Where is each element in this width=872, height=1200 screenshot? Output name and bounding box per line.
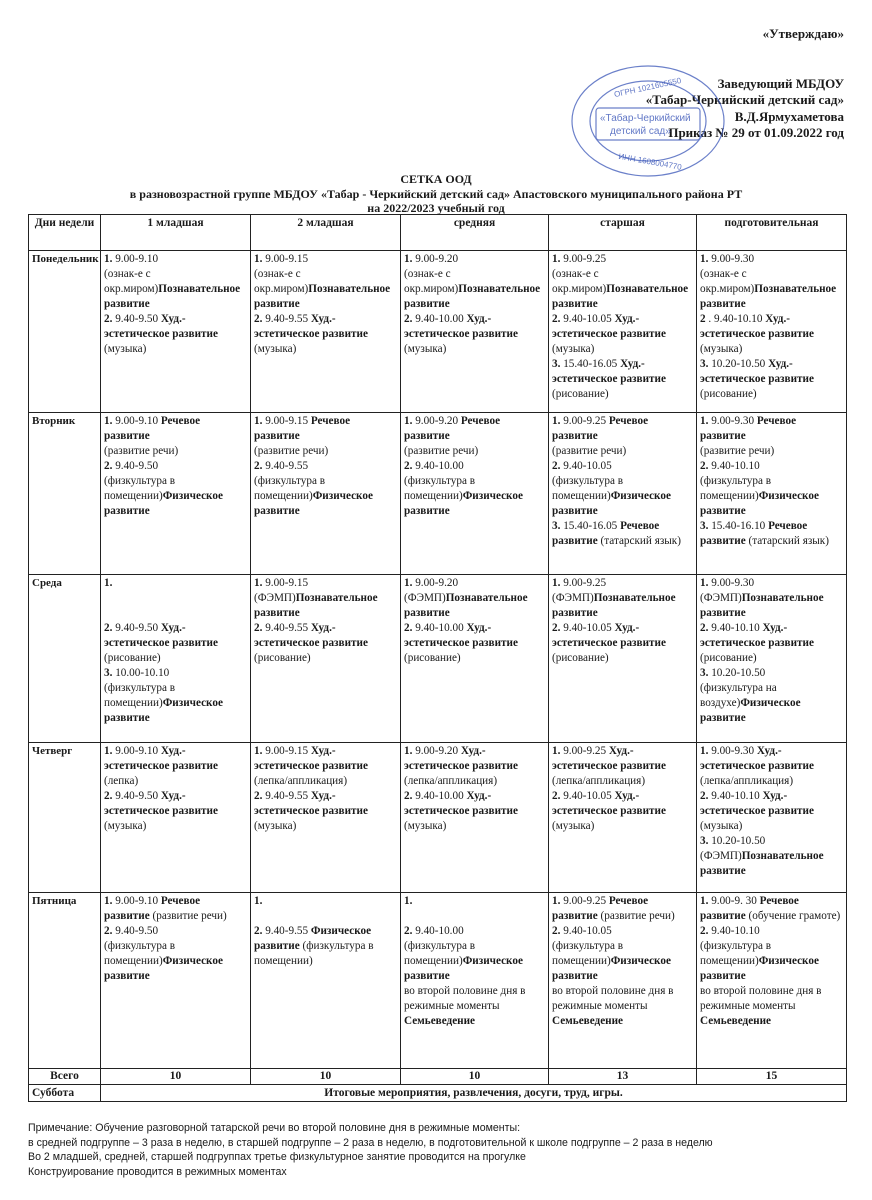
activity-detail: 9.40-10.00 xyxy=(412,790,467,802)
activity-detail: (развитие речи) xyxy=(552,445,627,457)
activity-area: Познавательное развитие xyxy=(552,592,676,619)
schedule-cell xyxy=(549,413,697,575)
activity-area: Худ.-эстетическое развитие xyxy=(104,622,218,649)
note-line: Конструирование проводится в режимных моментах xyxy=(28,1165,287,1178)
activity-detail: 9.40-9.55 xyxy=(262,313,311,325)
activity-area: Речевое развитие xyxy=(552,520,660,547)
item-number: 1. xyxy=(104,253,113,265)
heading-title: СЕТКА ООД xyxy=(400,172,472,186)
activity-detail: 9.40-10.05 xyxy=(560,925,612,937)
item-number: 1. xyxy=(254,895,263,907)
item-number: 2. xyxy=(700,790,709,802)
item-number: 2. xyxy=(104,925,113,937)
activity-area: Худ.-эстетическое развитие xyxy=(552,358,666,385)
activity-area: Худ.-эстетическое развитие xyxy=(254,622,368,649)
activity-detail: (лепка/аппликация) xyxy=(700,775,794,787)
activity-detail: 9.00-9.15 xyxy=(262,577,309,589)
item-number: 1. xyxy=(254,415,263,427)
schedule-cell xyxy=(697,743,847,893)
item-number: 1. xyxy=(404,895,413,907)
activity-area: Худ.-эстетическое развитие xyxy=(404,745,518,772)
day-label: Вторник xyxy=(29,413,101,575)
activity-detail: 9.00-9.20 xyxy=(412,415,461,427)
activity-area: Речевое развитие xyxy=(700,895,799,922)
activity-detail: (рисование) xyxy=(552,388,609,400)
activity-detail: 9.40-10.05 xyxy=(560,313,615,325)
schedule-cell xyxy=(401,893,549,1069)
activity-detail: 9.40-9.50 xyxy=(112,460,159,472)
activity-detail: 10.00-10.10 xyxy=(112,667,170,679)
activity-area: Познавательное развитие xyxy=(700,850,824,877)
activity-detail: (лепка/аппликация) xyxy=(404,775,498,787)
table-row xyxy=(29,893,847,1069)
item-number: 1. xyxy=(404,415,413,427)
note-line: Во 2 младшей, средней, старшей подгруппах третье физкультурное занятие проводится на прогулке xyxy=(28,1151,526,1164)
activity-detail: (ознак-е с окр.миром) xyxy=(404,268,459,295)
activity-detail: (музыка) xyxy=(700,820,743,832)
approval-org: «Табар-Черкийский детский сад» xyxy=(645,92,844,107)
activity-area: Семьеведение xyxy=(404,1015,476,1027)
activity-area: Семьеведение xyxy=(552,1015,624,1027)
activity-detail: (рисование) xyxy=(700,652,757,664)
activity-area: Худ.-эстетическое развитие xyxy=(552,745,666,772)
activity-area: Познавательное развитие xyxy=(552,283,689,310)
item-number: 1. xyxy=(552,415,561,427)
activity-detail: 9.40-10.10 xyxy=(708,790,763,802)
activity-detail: (музыка) xyxy=(404,343,447,355)
item-number: 2. xyxy=(552,622,561,634)
activity-detail: 9.40-10.10 xyxy=(708,925,760,937)
activity-area: Худ.-эстетическое развитие xyxy=(254,745,368,772)
item-number: 1. xyxy=(404,253,413,265)
schedule-cell xyxy=(401,251,549,413)
activity-detail: 9.00-9.30 xyxy=(708,577,755,589)
activity-detail: (рисование) xyxy=(700,388,757,400)
activity-detail: (лепка) xyxy=(104,775,139,787)
item-number: 2. xyxy=(700,925,709,937)
activity-area: Речевое развитие xyxy=(700,520,808,547)
schedule-cell xyxy=(549,251,697,413)
activity-detail: (рисование) xyxy=(552,652,609,664)
activity-detail: (музыка) xyxy=(552,820,595,832)
activity-detail: (ФЭМП) xyxy=(404,592,446,604)
activity-detail: 9.00-9.25 xyxy=(560,577,607,589)
schedule-cell xyxy=(251,893,401,1069)
document-heading xyxy=(0,172,872,216)
item-number: 1. xyxy=(700,253,709,265)
item-number: 2. xyxy=(552,460,561,472)
activity-detail: (физкультура в помещении) xyxy=(104,475,175,502)
header-cell: 2 младшая xyxy=(251,215,401,251)
activity-detail: (развитие речи) xyxy=(700,445,775,457)
activity-area: Познавательное развитие xyxy=(404,592,528,619)
item-number: 3. xyxy=(552,520,561,532)
activity-area: Худ.-эстетическое развитие xyxy=(104,790,218,817)
activity-area: Речевое развитие xyxy=(104,895,201,922)
activity-detail: (татарский язык) xyxy=(745,535,829,547)
item-number: 1. xyxy=(552,895,561,907)
activity-area: Худ.-эстетическое развитие xyxy=(700,790,814,817)
item-number: 2. xyxy=(404,460,413,472)
schedule-cell xyxy=(251,743,401,893)
item-number: 2. xyxy=(404,313,413,325)
activity-area: Физическое развитие xyxy=(404,955,523,982)
header-row xyxy=(29,215,847,251)
activity-detail: 9.40-10.00 xyxy=(412,313,467,325)
saturday-label: Суббота xyxy=(29,1085,101,1102)
activity-area: Худ.-эстетическое развитие xyxy=(700,745,814,772)
schedule-cell xyxy=(697,893,847,1069)
total-count: 10 xyxy=(251,1069,401,1085)
activity-detail: 9.40-10.05 xyxy=(560,790,615,802)
activity-detail: 9.00-9.25 xyxy=(560,895,609,907)
activity-area: Физическое развитие xyxy=(552,955,671,982)
schedule-cell xyxy=(401,743,549,893)
activity-area: Худ.-эстетическое развитие xyxy=(104,745,218,772)
item-number: 2 xyxy=(700,313,706,325)
activity-area: Познавательное развитие xyxy=(254,592,378,619)
item-number: 1. xyxy=(104,745,113,757)
schedule-cell xyxy=(549,575,697,743)
activity-detail: (татарский язык) xyxy=(597,535,681,547)
saturday-text: Итоговые мероприятия, развлечения, досуги, труд, игры. xyxy=(101,1085,847,1102)
activity-detail: 9.40-9.50 xyxy=(112,313,161,325)
activity-detail: (физкультура в помещении) xyxy=(404,940,475,967)
activity-detail: (музыка) xyxy=(254,820,297,832)
stamp-ogrn: ОГРН 1021605550 xyxy=(613,76,683,100)
item-number: 1. xyxy=(700,415,709,427)
approval-order: Приказ № 29 от 01.09.2022 год xyxy=(668,125,844,140)
item-number: 2. xyxy=(404,622,413,634)
activity-detail: 9.40-9.50 xyxy=(112,790,161,802)
activity-detail: (лепка/аппликация) xyxy=(254,775,348,787)
day-label: Понедельник xyxy=(29,251,101,413)
stamp-name-line2: детский сад» xyxy=(610,126,671,137)
item-number: 2. xyxy=(552,313,561,325)
activity-area: Познавательное развитие xyxy=(104,283,241,310)
activity-detail: 9.00-9.15 xyxy=(262,253,309,265)
activity-area: Физическое развитие xyxy=(254,925,372,952)
activity-detail: 9.00-9.30 xyxy=(708,253,755,265)
activity-detail: (физкультура в помещении) xyxy=(552,475,623,502)
activity-detail: (развитие речи) xyxy=(404,445,479,457)
item-number: 1. xyxy=(104,577,113,589)
activity-area: Познавательное развитие xyxy=(254,283,391,310)
total-count: 10 xyxy=(401,1069,549,1085)
activity-detail: 15.40-16.05 xyxy=(560,520,621,532)
activity-detail: во второй половине дня в режимные моменты xyxy=(404,985,526,1012)
table-row xyxy=(29,413,847,575)
activity-area: Худ.-эстетическое развитие xyxy=(404,313,518,340)
activity-detail: 9.40-10.05 xyxy=(560,622,615,634)
item-number: 1. xyxy=(254,253,263,265)
totals-label: Всего xyxy=(29,1069,101,1085)
activity-detail: 9.00-9.10 xyxy=(112,253,159,265)
item-number: 2. xyxy=(104,313,113,325)
activity-detail: (музыка) xyxy=(700,343,743,355)
activity-detail: 9.40-9.55 xyxy=(262,790,311,802)
header-cell: подготовительная xyxy=(697,215,847,251)
activity-area: Речевое развитие xyxy=(552,895,649,922)
activity-detail: (ознак-е с окр.миром) xyxy=(104,268,159,295)
day-label: Четверг xyxy=(29,743,101,893)
saturday-row xyxy=(29,1085,847,1102)
activity-detail: 9.40-10.00 xyxy=(412,925,464,937)
day-label: Пятница xyxy=(29,893,101,1069)
item-number: 1. xyxy=(552,577,561,589)
schedule-cell xyxy=(101,893,251,1069)
activity-area: Худ.-эстетическое развитие xyxy=(104,313,218,340)
activity-detail: 9.00-9.10 xyxy=(112,895,161,907)
activity-detail: во второй половине дня в режимные моменты xyxy=(700,985,822,1012)
activity-detail: (ФЭМП) xyxy=(552,592,594,604)
schedule-cell xyxy=(697,413,847,575)
heading-subtitle: в разновозрастной группе МБДОУ «Табар - Черкийский детский сад» Апастовского муниципального района РТ xyxy=(129,186,743,201)
total-count: 13 xyxy=(549,1069,697,1085)
activity-area: Познавательное развитие xyxy=(700,283,837,310)
activity-detail: (ФЭМП) xyxy=(700,592,742,604)
activity-area: Физическое развитие xyxy=(104,955,223,982)
activity-detail: (физкультура в помещении) xyxy=(700,475,771,502)
table-row xyxy=(29,575,847,743)
activity-area: Речевое развитие xyxy=(552,415,649,442)
item-number: 2. xyxy=(254,925,263,937)
activity-area: Худ.-эстетическое развитие xyxy=(404,790,518,817)
activity-detail: (ознак-е с окр.миром) xyxy=(700,268,755,295)
activity-detail: (лепка/аппликация) xyxy=(552,775,646,787)
notes-block xyxy=(28,1121,848,1179)
schedule-cell xyxy=(251,413,401,575)
activity-area: Худ.-эстетическое развитие xyxy=(552,790,666,817)
item-number: 2. xyxy=(254,313,263,325)
totals-row xyxy=(29,1069,847,1085)
activity-detail: 9.40-9.55 xyxy=(262,622,311,634)
schedule-cell xyxy=(401,413,549,575)
item-number: 1. xyxy=(700,577,709,589)
activity-area: Речевое развитие xyxy=(700,415,797,442)
header-cell: Дни недели xyxy=(29,215,101,251)
item-number: 2. xyxy=(104,460,113,472)
item-number: 3. xyxy=(700,358,709,370)
activity-detail: 15.40-16.10 xyxy=(708,520,769,532)
activity-detail: (обучение грамоте) xyxy=(745,910,841,922)
activity-detail: (физкультура в помещении) xyxy=(104,940,175,967)
item-number: 2. xyxy=(104,622,113,634)
item-number: 2. xyxy=(404,790,413,802)
activity-detail: во второй половине дня в режимные моменты xyxy=(552,985,674,1012)
activity-detail: (музыка) xyxy=(552,343,595,355)
activity-detail: 9.40-10.05 xyxy=(560,460,612,472)
schedule-cell xyxy=(101,413,251,575)
activity-area: Физическое развитие xyxy=(404,490,523,517)
activity-detail: 10.20-10.50 xyxy=(708,667,766,679)
schedule-cell xyxy=(101,743,251,893)
activity-detail: 9.00-9.20 xyxy=(412,577,459,589)
table-row xyxy=(29,251,847,413)
item-number: 1. xyxy=(254,577,263,589)
approval-director: В.Д.Ярмухаметова xyxy=(734,108,844,124)
stamp-inn: ИНН 1608004770 xyxy=(617,151,683,172)
activity-detail: 9.40-9.55 xyxy=(262,925,311,937)
activity-detail: (физкультура в помещении) xyxy=(404,475,475,502)
activity-area: Худ.-эстетическое развитие xyxy=(700,358,814,385)
item-number: 1. xyxy=(700,745,709,757)
item-number: 3. xyxy=(552,358,561,370)
total-count: 15 xyxy=(697,1069,847,1085)
item-number: 1. xyxy=(552,253,561,265)
item-number: 1. xyxy=(404,745,413,757)
table-row xyxy=(29,743,847,893)
activity-detail: (физкультура на воздухе) xyxy=(700,682,777,709)
activity-detail: (развитие речи) xyxy=(254,445,329,457)
item-number: 1. xyxy=(404,577,413,589)
activity-detail: 9.00-9. 30 xyxy=(708,895,760,907)
activity-detail: 9.40-9.55 xyxy=(262,460,309,472)
item-number: 3. xyxy=(700,835,709,847)
activity-area: Речевое развитие xyxy=(104,415,201,442)
item-number: 2. xyxy=(254,790,263,802)
activity-area: Физическое развитие xyxy=(104,697,223,724)
activity-detail: (физкультура в помещении) xyxy=(254,940,374,967)
item-number: 1. xyxy=(104,415,113,427)
activity-detail: (физкультура в помещении) xyxy=(552,940,623,967)
activity-detail: (ознак-е с окр.миром) xyxy=(552,268,607,295)
activity-detail: (музыка) xyxy=(404,820,447,832)
item-number: 2. xyxy=(700,622,709,634)
activity-area: Физическое развитие xyxy=(700,490,819,517)
activity-area: Худ.-эстетическое развитие xyxy=(254,313,368,340)
activity-area: Физическое развитие xyxy=(552,490,671,517)
activity-detail: (музыка) xyxy=(104,820,147,832)
activity-detail: 9.00-9.25 xyxy=(560,745,609,757)
activity-area: Худ.-эстетическое развитие xyxy=(552,622,666,649)
day-label: Среда xyxy=(29,575,101,743)
item-number: 1. xyxy=(700,895,709,907)
schedule-cell xyxy=(697,251,847,413)
activity-detail: (развитие речи) xyxy=(104,445,179,457)
activity-detail: 9.00-9.10 xyxy=(112,415,161,427)
activity-detail: 10.20-10.50 xyxy=(708,835,766,847)
activity-detail: 9.00-9.30 xyxy=(708,415,757,427)
activity-detail: (музыка) xyxy=(104,343,147,355)
activity-area: Физическое развитие xyxy=(700,697,801,724)
note-line: Примечание: Обучение разговорной татарской речи во второй половине дня в режимные моменты: xyxy=(28,1122,521,1134)
activity-area: Худ.-эстетическое развитие xyxy=(700,622,814,649)
schedule-cell xyxy=(549,893,697,1069)
header-cell: старшая xyxy=(549,215,697,251)
activity-detail: (музыка) xyxy=(254,343,297,355)
activity-detail: (развитие речи) xyxy=(149,910,227,922)
stamp-name-line1: «Табар-Черкийский xyxy=(600,113,691,124)
activity-detail: 9.40-10.10 xyxy=(708,460,760,472)
activity-detail: . 9.40-10.10 xyxy=(705,313,766,325)
activity-area: Худ.-эстетическое развитие xyxy=(254,790,368,817)
activity-detail: 9.40-10.00 xyxy=(412,460,464,472)
activity-detail: 9.40-9.50 xyxy=(112,925,159,937)
activity-detail: 9.00-9.20 xyxy=(412,745,461,757)
item-number: 2. xyxy=(104,790,113,802)
item-number: 2. xyxy=(254,622,263,634)
schedule-cell xyxy=(251,575,401,743)
activity-detail: 9.00-9.25 xyxy=(560,253,607,265)
item-number: 3. xyxy=(104,667,113,679)
item-number: 1. xyxy=(104,895,113,907)
activity-area: Речевое развитие xyxy=(404,415,501,442)
activity-detail: (физкультура в помещении) xyxy=(254,475,325,502)
activity-detail: 9.00-9.30 xyxy=(708,745,757,757)
activity-detail: 9.00-9.10 xyxy=(112,745,161,757)
activity-detail: 15.40-16.05 xyxy=(560,358,621,370)
activity-detail: (рисование) xyxy=(404,652,461,664)
activity-area: Физическое развитие xyxy=(700,955,819,982)
schedule-cell xyxy=(401,575,549,743)
activity-detail: (физкультура в помещении) xyxy=(104,682,175,709)
activity-detail: 9.40-9.50 xyxy=(112,622,161,634)
activity-detail: 9.00-9.15 xyxy=(262,415,311,427)
activity-detail: (ознак-е с окр.миром) xyxy=(254,268,309,295)
item-number: 3. xyxy=(700,520,709,532)
item-number: 2. xyxy=(552,790,561,802)
schedule-cell xyxy=(697,575,847,743)
activity-detail: 9.40-10.10 xyxy=(708,622,763,634)
item-number: 1. xyxy=(254,745,263,757)
activity-detail: (ФЭМП) xyxy=(254,592,296,604)
approval-position: Заведующий МБДОУ xyxy=(717,75,844,91)
activity-area: Семьеведение xyxy=(700,1015,772,1027)
activity-area: Познавательное развитие xyxy=(700,592,824,619)
activity-detail: 9.00-9.20 xyxy=(412,253,459,265)
activity-detail: (развитие речи) xyxy=(597,910,675,922)
activity-area: Речевое развитие xyxy=(254,415,351,442)
item-number: 3. xyxy=(700,667,709,679)
schedule-cell xyxy=(251,251,401,413)
activity-area: Худ.-эстетическое развитие xyxy=(404,622,518,649)
item-number: 2. xyxy=(700,460,709,472)
activity-detail: (рисование) xyxy=(254,652,311,664)
activity-area: Худ.-эстетическое развитие xyxy=(552,313,666,340)
header-cell: 1 младшая xyxy=(101,215,251,251)
schedule-cell xyxy=(101,251,251,413)
activity-detail: 10.20-10.50 xyxy=(708,358,769,370)
activity-area: Физическое развитие xyxy=(254,490,373,517)
header-cell: средняя xyxy=(401,215,549,251)
note-line: в средней подгруппе – 3 раза в неделю, в старшей подгруппе – 2 раза в неделю, в подготовительной к школе подгруппе – 2 раза в неделю xyxy=(28,1136,713,1149)
schedule-cell xyxy=(101,575,251,743)
heading-year: на 2022/2023 учебный год xyxy=(367,201,505,215)
schedule-cell xyxy=(549,743,697,893)
activity-area: Худ.-эстетическое развитие xyxy=(700,313,814,340)
activity-detail: (рисование) xyxy=(104,652,161,664)
activity-detail: 9.40-10.00 xyxy=(412,622,467,634)
activity-area: Познавательное развитие xyxy=(404,283,541,310)
stamp-seal xyxy=(568,62,728,180)
item-number: 2. xyxy=(254,460,263,472)
item-number: 2. xyxy=(404,925,413,937)
activity-detail: 9.00-9.15 xyxy=(262,745,311,757)
activity-detail: (ФЭМП) xyxy=(700,850,742,862)
total-count: 10 xyxy=(101,1069,251,1085)
activity-detail: 9.00-9.25 xyxy=(560,415,609,427)
activity-detail: (физкультура в помещении) xyxy=(700,940,771,967)
item-number: 2. xyxy=(552,925,561,937)
item-number: 1. xyxy=(552,745,561,757)
approval-label: «Утверждаю» xyxy=(762,26,844,41)
schedule-table xyxy=(28,214,847,1102)
activity-area: Физическое развитие xyxy=(104,490,223,517)
